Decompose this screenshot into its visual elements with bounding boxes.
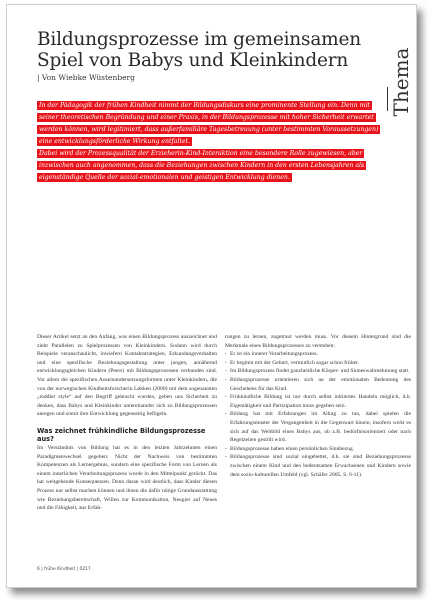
list-item: - Im Bildungsprozess findet ganzheitliche Körper- und Sinneswahrnehmung statt.: [225, 367, 411, 376]
body-paragraph-second: Im Verständnis von Bildung hat es in den letzten Jahrzehnten einen Paradigmenwechsel gegeben: Nicht der Nachweis von bestimmten Kompetenzen als Lernergebnis, sondern eine spezifische Form von Lernen als einem innerlichen Verarbeitungsprozess wurde in den Mittelpunkt gerückt. Das hat weitgehende Konsequenzen. Denn daran wird deutlich, dass Kinder diesen Prozess nur selbst machen können und ihnen die dafür nötige Grundausstattung wie Beziehungsbereitschaft, Willen zur Kommunikation, Neugier auf Neues und die Fähigkeit, aus Erfah-: [37, 444, 217, 512]
lead-text-2: Dabei wird der Prozessqualität der Erzieherin-Kind-Interaktion eine besondere Rolle zugewiesen, aber inzwischen auch angenommen, dass die Beziehungen zwischen Kindern in den ersten Lebensjahren als eigenständige Quelle der sozial-emotionalen und geistigen Entwicklung dienen.: [39, 150, 365, 181]
section-label-text: Thema: [389, 47, 413, 117]
lead-text-1: In der Pädagogik der frühen Kindheit nimmt der Bildungsdiskurs eine prominente Stellung ein. Denn mit seiner theoretischen Begründung und einer Praxis, in der Bildungsprozesse mit hoher Sicherheit erwartet werden können, wird legitimiert, dass außerfamiliäre Tagesbetreuung (unter bestimmten Voraussetzungen) eine entwicklungsförderliche Wirkung entfaltet.: [39, 102, 379, 145]
list-item: - Bildungsprozesse sind sozial eingebettet, d.h. sie sind Beziehungsprozesse zwischen einem Kind und den bedeutsamen Erwachsenen und Kindern sowie dem sozio-kulturellen Umfeld (vgl. Schäfer 2005, S. 6-11).: [225, 453, 411, 479]
body-column-right: [225, 333, 411, 479]
section-divider: [387, 87, 388, 111]
body-paragraph-continued: rungen zu lernen, zugetraut werden muss. Vor diesem Hintergrund sind die Merkmale eines Bildungsprozesses zu verstehen:: [225, 334, 411, 349]
section-heading: Was zeichnet frühkindliche Bildungsprozesse aus?: [37, 426, 206, 443]
lead-paragraph: [37, 100, 382, 184]
bullet-list: [225, 350, 411, 479]
article-author: | Von Wiebke Wüstenberg: [37, 73, 135, 82]
lead-paragraph-1: [37, 100, 382, 148]
list-item: - Frühkindliche Bildung ist nur durch selbst initiiertes Handeln möglich, d.h. Eigentätigkeit und Partizipation muss gegeben sein.: [225, 393, 411, 410]
list-item: - Bildungsprozesse haben einen persönlichen Sinnbezug.: [225, 445, 411, 454]
lead-paragraph-2: [37, 148, 382, 184]
list-item: - Bildung hat mit Erfahrungen im Alltag zu tun, dabei spielen die Erfahrungsmuster der Vergangenheit in die Gegenwart hinein, insofern wirkt es sich auf das Weltbild eines Babys aus, ob z.B. bedürfnisorientiert oder nach Regelzeiten gestillt wird.: [225, 410, 411, 444]
list-item: - Er ist ein innerer Verarbeitungsprozess.: [225, 350, 411, 359]
page-footer: 6 | frühe Kindheit | 0217: [37, 567, 91, 572]
list-item: - Er beginnt mit der Geburt, vermutlich sogar schon früher.: [225, 359, 411, 368]
list-item: - Bildungsprozesse orientieren sich an der emotionalen Bedeutung des Geschehens für das Kind.: [225, 376, 411, 393]
document-page: [6, 4, 417, 588]
section-label: [388, 27, 414, 137]
article-title: Bildungsprozesse im gemeinsamen Spiel von Babys und Kleinkindern: [37, 29, 361, 71]
body-paragraph-intro: Dieser Artikel setzt an den Anfang, was einen Bildungsprozess auszeichnet und zieht Parallelen zu Spielprozessen von Kleinkindern. Sodann wird durch Beispiele veranschaulicht, inwiefern Kontaktstrategien, Erkundungsverhalten und eine spezifische Beziehungsgestaltung unter jungen, annähernd entwicklungsgleichen Kindern (Peers) mit Bildungsprozessen verbunden sind. Vor allem die spezifischen Auseinandersetzungsformen unter Kleinkindern, die von der norwegischen Kindheitsforscherin Løkken (2000) mit dem sogenannten „toddler style“ auf den Begriff gebracht wurden, geben uns Sicherheit zu denken, dass Babys und Kleinkinder untereinander sich zu Bildungsprozessen anregen und somit ihre Entwicklung gegenseitig befügeln.: [37, 334, 217, 418]
body-column-left: [37, 333, 217, 513]
